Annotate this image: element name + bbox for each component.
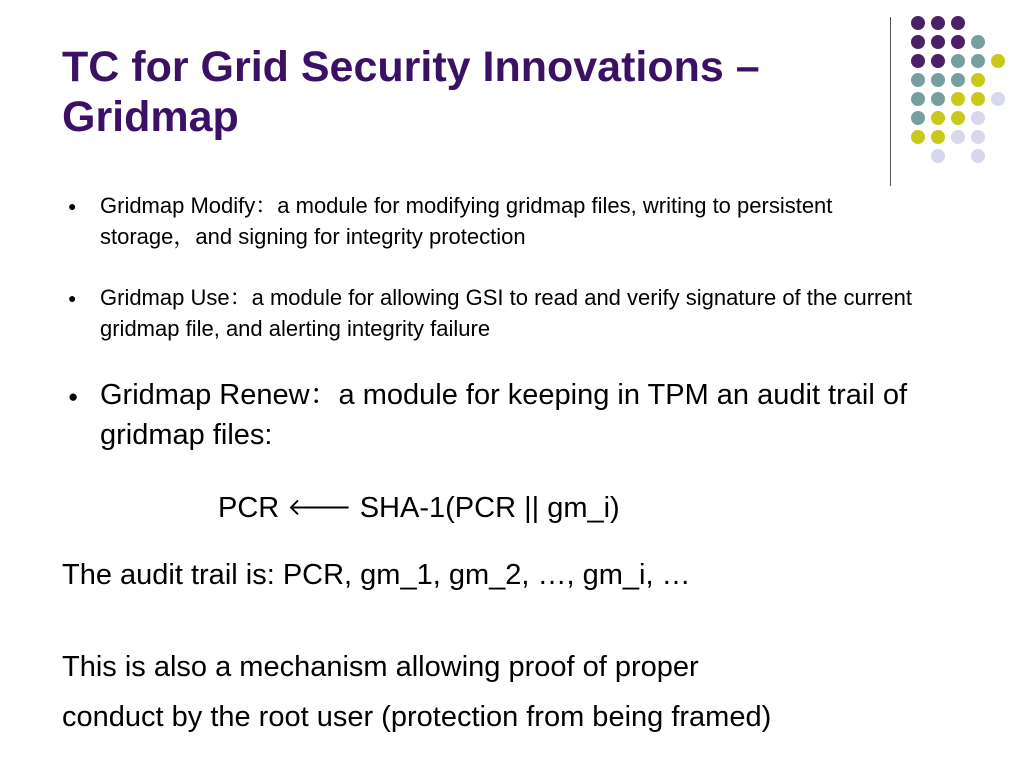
title-line-2: Gridmap bbox=[62, 93, 239, 141]
dot-teal bbox=[911, 92, 925, 106]
formula-right: SHA-1(PCR || gm_i) bbox=[359, 492, 620, 524]
title-line-1: TC for Grid Security Innovations – bbox=[62, 43, 760, 91]
dot-lavender bbox=[971, 130, 985, 144]
dot-yellow bbox=[991, 54, 1005, 68]
dot-teal bbox=[951, 54, 965, 68]
bullet-gridmap-renew bbox=[68, 375, 950, 455]
bullet-text: Gridmap Renew：a module for keeping in TPM an audit trail of gridmap files: bbox=[100, 379, 908, 451]
dot-teal bbox=[951, 73, 965, 87]
closing-text-line-1: This is also a mechanism allowing proof of proper bbox=[62, 651, 699, 683]
dot-lavender bbox=[991, 92, 1005, 106]
dot-purple bbox=[911, 35, 925, 49]
bullet-text: Gridmap Use：a module for allowing GSI to read and verify signature of the current gridmap file, and alerting integrity failure bbox=[100, 285, 912, 341]
dot-purple bbox=[931, 16, 945, 30]
closing-text-line-2: conduct by the root user (protection from being framed) bbox=[62, 701, 772, 733]
bullet-text: Gridmap Modify：a module for modifying gridmap files, writing to persistent storage，and signing for integrity protection bbox=[100, 193, 833, 249]
dot-purple bbox=[911, 16, 925, 30]
dot-yellow bbox=[951, 92, 965, 106]
bullet-dot-icon: ● bbox=[68, 387, 79, 406]
dot-lavender bbox=[971, 111, 985, 125]
bullet-gridmap-use bbox=[68, 282, 930, 344]
dot-purple bbox=[931, 35, 945, 49]
dot-lavender bbox=[951, 130, 965, 144]
dot-teal bbox=[931, 92, 945, 106]
dot-yellow bbox=[971, 92, 985, 106]
slide-title bbox=[62, 42, 882, 142]
pcr-formula bbox=[218, 489, 620, 529]
formula-left: PCR bbox=[218, 492, 280, 524]
bullet-dot-icon: ● bbox=[68, 198, 77, 214]
dot-yellow bbox=[931, 130, 945, 144]
dot-yellow bbox=[931, 111, 945, 125]
dot-yellow bbox=[951, 111, 965, 125]
title-divider-line bbox=[890, 17, 891, 186]
bullet-gridmap-modify bbox=[68, 190, 930, 252]
dot-yellow bbox=[911, 130, 925, 144]
dot-yellow bbox=[971, 73, 985, 87]
bullet-dot-icon: ● bbox=[68, 290, 77, 306]
dot-purple bbox=[931, 54, 945, 68]
audit-trail-text: The audit trail is: PCR, gm_1, gm_2, …, gm_i, … bbox=[62, 559, 691, 591]
dot-purple bbox=[951, 35, 965, 49]
dot-teal bbox=[971, 35, 985, 49]
dot-lavender bbox=[971, 149, 985, 163]
dot-teal bbox=[911, 73, 925, 87]
dot-teal bbox=[971, 54, 985, 68]
left-arrow-icon: 🡐 bbox=[287, 494, 352, 521]
dot-purple bbox=[951, 16, 965, 30]
dot-lavender bbox=[931, 149, 945, 163]
dot-teal bbox=[911, 111, 925, 125]
dot-purple bbox=[911, 54, 925, 68]
dot-teal bbox=[931, 73, 945, 87]
